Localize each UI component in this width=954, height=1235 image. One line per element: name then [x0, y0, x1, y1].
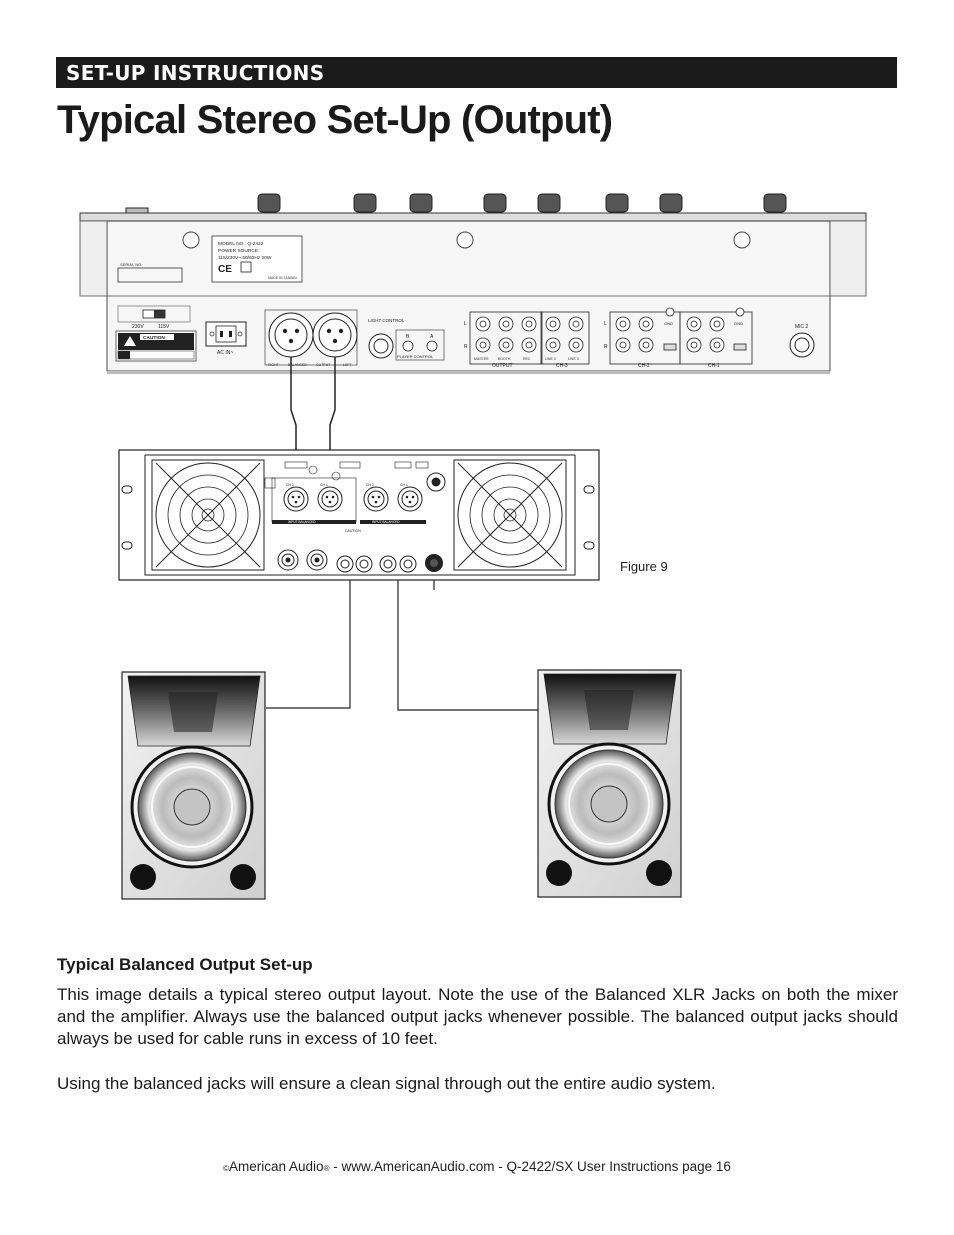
- svg-text:LINE 3: LINE 3: [568, 357, 579, 361]
- caution-label: [116, 331, 196, 361]
- copyright-mark: ©: [223, 1164, 229, 1173]
- svg-text:R: R: [464, 344, 468, 350]
- power-value: 115/230V~ 50/60Hz 20W: [218, 256, 272, 261]
- svg-text:LEFT: LEFT: [343, 363, 352, 367]
- model-label: MODEL NO.: Q-2422: [218, 242, 264, 247]
- page-footer: [0, 1159, 954, 1174]
- mic2-label: MIC 2: [795, 324, 809, 330]
- speaker-cables: [266, 566, 538, 710]
- svg-text:BALANCED: BALANCED: [288, 363, 307, 367]
- svg-text:CH 1: CH 1: [320, 483, 328, 487]
- amplifier-rear-panel: [119, 450, 599, 580]
- page-title: Typical Stereo Set-Up (Output): [57, 98, 613, 142]
- player-control-label: PLAYER CONTROL: [397, 354, 434, 359]
- voltage-right: 115V: [158, 324, 170, 330]
- svg-text:CAUTION: CAUTION: [345, 529, 361, 533]
- ac-in-label: AC IN~: [217, 350, 234, 356]
- section-subheading: Typical Balanced Output Set-up: [57, 955, 313, 974]
- amp-fan-left: [152, 460, 264, 570]
- svg-text:RIGHT: RIGHT: [268, 363, 279, 367]
- section-header-label: SET-UP INSTRUCTIONS: [66, 61, 325, 85]
- speaker-right: [538, 670, 681, 897]
- amp-fan-right: [454, 460, 566, 570]
- svg-text:L: L: [464, 321, 467, 327]
- power-label: POWER SOURCE :: [218, 249, 261, 254]
- made-in: MADE IN TAIWAN: [268, 276, 297, 280]
- svg-text:CH 1: CH 1: [400, 483, 408, 487]
- voltage-left: 230V: [132, 324, 144, 330]
- footer-brand: American Audio: [229, 1159, 324, 1174]
- body-paragraph-1: This image details a typical stereo output layout. Note the use of the Balanced XLR Jacks on both the mixer and the amplifier. Always use the balanced output jacks whenever possible. The balanced output jacks should always be used for cable runs in excess of 10 feet.: [57, 985, 898, 1048]
- svg-text:INPUT BALANCED: INPUT BALANCED: [372, 520, 400, 524]
- svg-text:B: B: [406, 334, 410, 340]
- svg-text:CH 2: CH 2: [286, 483, 294, 487]
- svg-text:OUTPUT: OUTPUT: [316, 363, 331, 367]
- body-paragraph-2: Using the balanced jacks will ensure a clean signal through out the entire audio system.: [57, 1074, 716, 1093]
- svg-text:L: L: [604, 321, 607, 327]
- ch2-group-label: CH-2: [638, 363, 650, 369]
- svg-text:REC: REC: [523, 357, 531, 361]
- svg-text:INPUT BALANCED: INPUT BALANCED: [288, 520, 316, 524]
- svg-text:MASTER: MASTER: [474, 357, 489, 361]
- speaker-left: [122, 672, 265, 899]
- output-group-label: OUTPUT: [492, 363, 513, 369]
- svg-text:GND: GND: [734, 321, 743, 326]
- svg-text:CAUTION: CAUTION: [143, 336, 165, 341]
- svg-text:R: R: [604, 344, 608, 350]
- footer-text: - www.AmericanAudio.com - Q-2422/SX User Instructions page 16: [329, 1159, 731, 1174]
- mixer-rear-panel: [80, 194, 866, 374]
- registered-mark: ®: [323, 1164, 330, 1173]
- ch3-group-label: CH-3: [556, 363, 568, 369]
- light-control-label: LIGHT CONTROL: [368, 318, 405, 323]
- svg-text:CH 2: CH 2: [366, 483, 374, 487]
- svg-text:GND: GND: [664, 321, 673, 326]
- ch1-group-label: CH-1: [708, 363, 720, 369]
- svg-text:LINE 4: LINE 4: [545, 357, 556, 361]
- svg-text:A: A: [430, 334, 434, 340]
- svg-text:BOOTH: BOOTH: [498, 357, 511, 361]
- serial-label: SERIAL NO.: [120, 262, 143, 267]
- svg-text:CE: CE: [218, 264, 232, 275]
- figure-caption: Figure 9: [620, 559, 668, 574]
